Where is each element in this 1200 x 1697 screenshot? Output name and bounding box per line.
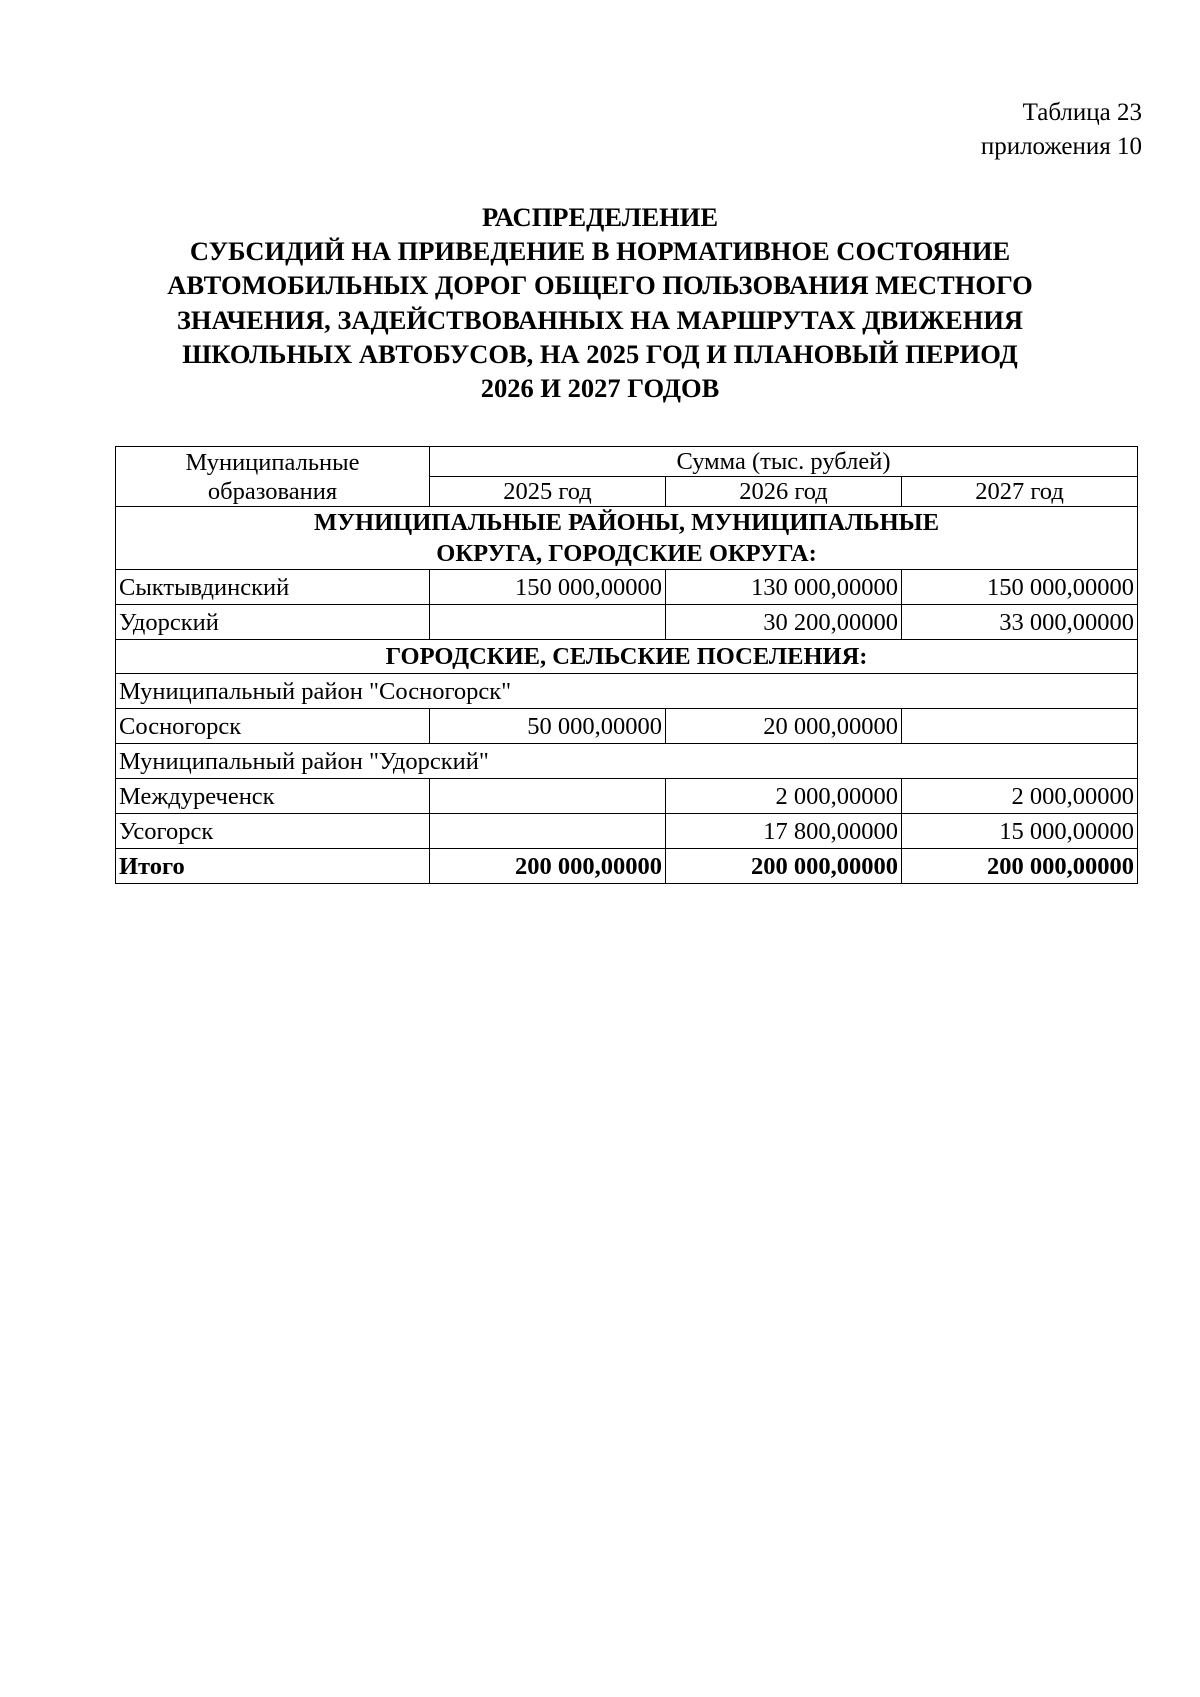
- value-2027: 33 000,00000: [902, 605, 1138, 640]
- total-2025: 200 000,00000: [430, 849, 666, 884]
- column-header-2025: 2025 год: [430, 477, 666, 507]
- district-name: Муниципальный район "Удорский": [116, 744, 1138, 779]
- table-row: [116, 814, 1138, 849]
- total-label: Итого: [116, 849, 430, 884]
- value-2026: 20 000,00000: [666, 709, 902, 744]
- row-name: Сыктывдинский: [116, 570, 430, 605]
- title-line: ЗНАЧЕНИЯ, ЗАДЕЙСТВОВАННЫХ НА МАРШРУТАХ ДВИЖЕНИЯ: [176, 304, 1024, 335]
- column-header-2027: 2027 год: [902, 477, 1138, 507]
- table-row: [116, 570, 1138, 605]
- value-2026: 17 800,00000: [666, 814, 902, 849]
- column-header-2026: 2026 год: [666, 477, 902, 507]
- table-row: [116, 605, 1138, 640]
- value-2025: [430, 779, 666, 814]
- total-2026: 200 000,00000: [666, 849, 902, 884]
- row-name: Междуреченск: [116, 779, 430, 814]
- total-2027: 200 000,00000: [902, 849, 1138, 884]
- district-row: [116, 744, 1138, 779]
- column-header-sum: Сумма (тыс. рублей): [430, 447, 1138, 477]
- table-row: [116, 779, 1138, 814]
- value-2026: 2 000,00000: [666, 779, 902, 814]
- title-line: СУБСИДИЙ НА ПРИВЕДЕНИЕ В НОРМАТИВНОЕ СОСТОЯНИЕ: [189, 236, 1011, 267]
- district-row: [116, 674, 1138, 709]
- title-line: АВТОМОБИЛЬНЫХ ДОРОГ ОБЩЕГО ПОЛЬЗОВАНИЯ МЕСТНОГО: [167, 270, 1033, 301]
- header-row: [116, 447, 1138, 477]
- column-header-municipal: Муниципальные образования: [116, 447, 430, 507]
- value-2026: 30 200,00000: [666, 605, 902, 640]
- district-name: Муниципальный район "Сосногорск": [116, 674, 1138, 709]
- appendix-number: приложения 10: [980, 133, 1142, 160]
- title-line: ШКОЛЬНЫХ АВТОБУСОВ, НА 2025 ГОД И ПЛАНОВЫЙ ПЕРИОД: [182, 338, 1018, 369]
- value-2027: 15 000,00000: [902, 814, 1138, 849]
- table-reference: [981, 96, 1142, 164]
- title-line: РАСПРЕДЕЛЕНИЕ: [481, 202, 719, 232]
- row-name: Сосногорск: [116, 709, 430, 744]
- value-2027: 150 000,00000: [902, 570, 1138, 605]
- title-line: 2026 И 2027 ГОДОВ: [480, 373, 720, 404]
- row-name: Удорский: [116, 605, 430, 640]
- table-number: Таблица 23: [1022, 99, 1142, 126]
- value-2025: 150 000,00000: [430, 570, 666, 605]
- value-2027: 2 000,00000: [902, 779, 1138, 814]
- value-2025: [430, 814, 666, 849]
- section-heading-settlements: ГОРОДСКИЕ, СЕЛЬСКИЕ ПОСЕЛЕНИЯ:: [116, 640, 1138, 674]
- document-title: [100, 200, 1100, 405]
- total-row: [116, 849, 1138, 884]
- section-heading-districts: МУНИЦИПАЛЬНЫЕ РАЙОНЫ, МУНИЦИПАЛЬНЫЕ ОКРУГА, ГОРОДСКИЕ ОКРУГА:: [116, 507, 1138, 570]
- section-row: [116, 507, 1138, 570]
- value-2026: 130 000,00000: [666, 570, 902, 605]
- table-row: [116, 709, 1138, 744]
- subsidy-table: [115, 446, 1138, 884]
- value-2025: [430, 605, 666, 640]
- section-row: [116, 640, 1138, 674]
- row-name: Усогорск: [116, 814, 430, 849]
- value-2027: [902, 709, 1138, 744]
- value-2025: 50 000,00000: [430, 709, 666, 744]
